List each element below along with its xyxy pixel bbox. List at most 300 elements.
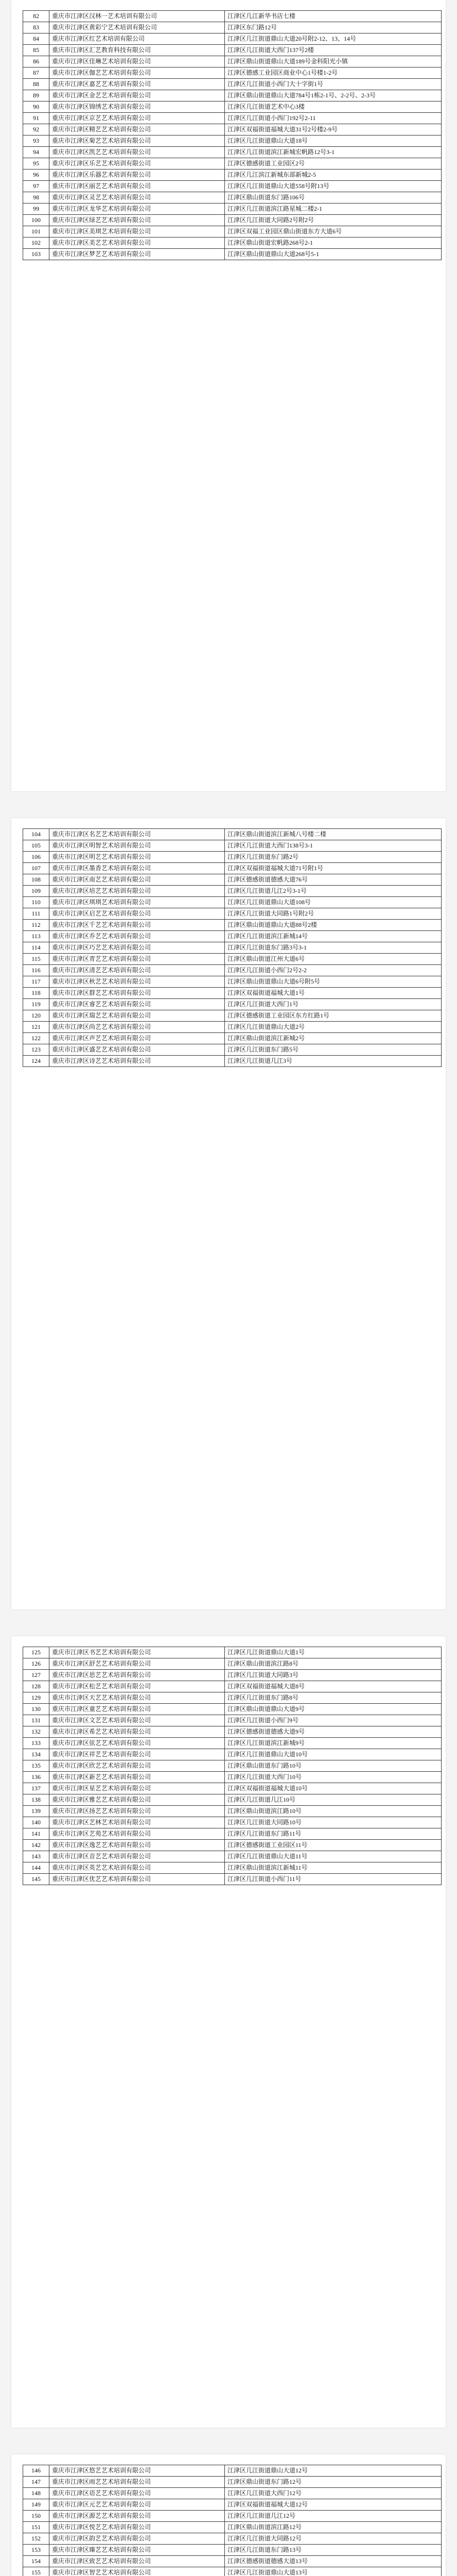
table-row (23, 2567, 442, 2576)
row-number: 107 (23, 863, 49, 874)
row-number: 118 (23, 988, 49, 999)
row-number: 154 (23, 2556, 49, 2567)
table-row (23, 840, 442, 852)
company-address: 江津区德感街道德感大道13号 (225, 2556, 442, 2567)
company-name: 重庆市江津区希艺艺术培训有限公司 (49, 1726, 225, 1738)
records-table-page-4 (23, 2465, 442, 2576)
company-address: 江津区鼎山街道鼎山大道9号 (225, 1704, 442, 1715)
company-address: 江津区几江街道几江2号3-1号 (225, 886, 442, 897)
company-address: 江津区几江街道滨江新城14号 (225, 931, 442, 942)
table-row (23, 2533, 442, 2545)
company-address: 江津区几江街道大同路1号附2号 (225, 908, 442, 920)
row-number: 151 (23, 2522, 49, 2533)
company-name: 重庆市江津区致艺艺术培训有限公司 (49, 2556, 225, 2567)
company-address: 江津区几江街道大西门1号 (225, 999, 442, 1010)
row-number: 85 (23, 45, 49, 56)
table-row (23, 2556, 442, 2567)
table-row (23, 45, 442, 56)
row-number: 99 (23, 204, 49, 215)
table-row (23, 1726, 442, 1738)
company-name: 重庆市江津区文艺艺术培训有限公司 (49, 1715, 225, 1726)
company-name: 重庆市江津区盛艺艺术培训有限公司 (49, 1044, 225, 1056)
table-row (23, 79, 442, 90)
table-row (23, 874, 442, 886)
company-name: 重庆市江津区秋艺艺术培训有限公司 (49, 976, 225, 988)
row-number: 142 (23, 1840, 49, 1851)
table-row (23, 2545, 442, 2556)
row-number: 146 (23, 2465, 49, 2477)
company-address: 江津区几江街道东门路2号 (225, 852, 442, 863)
table-row (23, 124, 442, 135)
company-address: 江津区双福工业园区鼎山街道东方大道6号 (225, 226, 442, 238)
table-row (23, 908, 442, 920)
table-row (23, 1670, 442, 1681)
company-name: 重庆市江津区童艺艺术培训有限公司 (49, 1704, 225, 1715)
row-number: 147 (23, 2477, 49, 2488)
company-address: 江津区德感街道工业园区东方红路1号 (225, 1010, 442, 1022)
company-name: 重庆市江津区诗艺艺术培训有限公司 (49, 1056, 225, 1067)
company-name: 重庆市江津区尚艺艺术培训有限公司 (49, 1022, 225, 1033)
table-row (23, 181, 442, 192)
row-number: 123 (23, 1044, 49, 1056)
company-name: 重庆市江津区绿艺艺术培训有限公司 (49, 215, 225, 226)
table-row (23, 931, 442, 942)
row-number: 112 (23, 920, 49, 931)
company-name: 重庆市江津区扬艺艺术培训有限公司 (49, 1806, 225, 1817)
company-address: 江津区几江街道鼎山大道558号附13号 (225, 181, 442, 192)
company-name: 重庆市江津区舒艺艺术培训有限公司 (49, 1658, 225, 1670)
company-name: 重庆市江津区佳琳艺术培训有限公司 (49, 56, 225, 67)
company-name: 重庆市江津区艺苑艺术培训有限公司 (49, 1828, 225, 1840)
company-name: 重庆市江津区睿艺艺术培训有限公司 (49, 999, 225, 1010)
company-address: 江津区鼎山街道滨江路8号 (225, 1658, 442, 1670)
company-address: 江津区几江街道大西门12号 (225, 2488, 442, 2499)
table-row (23, 920, 442, 931)
table-row (23, 1658, 442, 1670)
company-name: 重庆市江津区臻艺艺术培训有限公司 (49, 2545, 225, 2556)
table-row (23, 1010, 442, 1022)
table-row (23, 147, 442, 158)
row-number: 94 (23, 147, 49, 158)
company-name: 重庆市江津区声艺艺术培训有限公司 (49, 1033, 225, 1044)
row-number: 88 (23, 79, 49, 90)
row-number: 90 (23, 101, 49, 113)
row-number: 89 (23, 90, 49, 101)
row-number: 91 (23, 113, 49, 124)
table-row (23, 1783, 442, 1794)
company-address: 江津区几江街道小西门192号2-11 (225, 113, 442, 124)
table-row (23, 215, 442, 226)
table-row (23, 90, 442, 101)
row-number: 100 (23, 215, 49, 226)
table-row (23, 192, 442, 204)
row-number: 137 (23, 1783, 49, 1794)
company-address: 江津区几江街道鼎山大道1号 (225, 1647, 442, 1658)
company-address: 江津区几江街道鼎山大道11号 (225, 1851, 442, 1862)
company-address: 江津区几江街道小西门9号 (225, 1715, 442, 1726)
table-row (23, 1022, 442, 1033)
table-row (23, 2499, 442, 2511)
company-address: 江津区几江街道鼎山大道2号 (225, 1022, 442, 1033)
company-address: 江津区几江街道大西门137号2楼 (225, 45, 442, 56)
table-row (23, 897, 442, 908)
table-row (23, 1749, 442, 1760)
company-name: 重庆市江津区明艺艺术培训有限公司 (49, 852, 225, 863)
row-number: 155 (23, 2567, 49, 2576)
company-address: 江津区德感街道工业园区2号 (225, 158, 442, 170)
row-number: 122 (23, 1033, 49, 1044)
table-row (23, 226, 442, 238)
company-address: 江津区几江滨江新城东部新城2-5 (225, 170, 442, 181)
company-address: 江津区几江街道几江12号 (225, 2511, 442, 2522)
company-name: 重庆市江津区千艺艺术培训有限公司 (49, 920, 225, 931)
row-number: 111 (23, 908, 49, 920)
row-number: 84 (23, 33, 49, 45)
company-name: 重庆市江津区语艺艺术培训有限公司 (49, 2488, 225, 2499)
company-name: 重庆市江津区悦艺艺术培训有限公司 (49, 2522, 225, 2533)
company-name: 重庆市江津区智艺艺术培训有限公司 (49, 2567, 225, 2576)
table-row (23, 33, 442, 45)
table-row (23, 249, 442, 260)
row-number: 133 (23, 1738, 49, 1749)
table-row (23, 1794, 442, 1806)
company-name: 重庆市江津区松艺艺术培训有限公司 (49, 1681, 225, 1692)
company-address: 江津区几江街道艺术中心3楼 (225, 101, 442, 113)
company-name: 重庆市江津区群艺艺术培训有限公司 (49, 988, 225, 999)
table-row (23, 2465, 442, 2477)
row-number: 114 (23, 942, 49, 954)
table-row (23, 158, 442, 170)
company-address: 江津区几江街道大西门138号3-1 (225, 840, 442, 852)
document-page-4 (11, 2454, 446, 2576)
row-number: 145 (23, 1874, 49, 1885)
company-name: 重庆市江津区启艺艺术培训有限公司 (49, 908, 225, 920)
company-name: 重庆市江津区雅艺艺术培训有限公司 (49, 1794, 225, 1806)
company-address: 江津区鼎山街道滨江新城八号楼二楼 (225, 829, 442, 840)
row-number: 119 (23, 999, 49, 1010)
company-address: 江津区鼎山街道鼎山大道6号附5号 (225, 976, 442, 988)
row-number: 103 (23, 249, 49, 260)
row-number: 121 (23, 1022, 49, 1033)
company-name: 重庆市江津区精艺艺术培训有限公司 (49, 124, 225, 135)
row-number: 148 (23, 2488, 49, 2499)
table-row (23, 2522, 442, 2533)
row-number: 97 (23, 181, 49, 192)
row-number: 92 (23, 124, 49, 135)
row-number: 132 (23, 1726, 49, 1738)
company-address: 江津区双福街道福城大道1号 (225, 988, 442, 999)
company-address: 江津区鼎山街道滨江路12号 (225, 2522, 442, 2533)
records-table-page-1 (23, 10, 442, 260)
table-row (23, 1862, 442, 1874)
table-row (23, 886, 442, 897)
table-row (23, 988, 442, 999)
company-address: 江津区双福街道福城大道71号附1号 (225, 863, 442, 874)
company-name: 重庆市江津区嘉艺艺术培训有限公司 (49, 79, 225, 90)
company-name: 重庆市江津区丽艺艺术培训有限公司 (49, 181, 225, 192)
row-number: 126 (23, 1658, 49, 1670)
company-address: 江津区鼎山街道鼎山大道784号1栋2-1号、2-2号、2-3号 (225, 90, 442, 101)
company-name: 重庆市江津区英艺艺术培训有限公司 (49, 1862, 225, 1874)
company-name: 重庆市江津区梦艺艺术培训有限公司 (49, 249, 225, 260)
company-address: 江津区几江街道鼎山大道12号 (225, 2465, 442, 2477)
table-row (23, 829, 442, 840)
table-row (23, 1715, 442, 1726)
company-name: 重庆市江津区清艺艺术培训有限公司 (49, 965, 225, 976)
company-address: 江津区几江街道东门路3号3-1 (225, 942, 442, 954)
table-row (23, 2488, 442, 2499)
company-address: 江津区几江街道鼎山大道20号附2-12、13、14号 (225, 33, 442, 45)
company-address: 江津区几江街道大同路3号 (225, 1670, 442, 1681)
row-number: 82 (23, 11, 49, 22)
company-address: 江津区几江街道鼎山大道10号 (225, 1749, 442, 1760)
company-name: 重庆市江津区天艺艺术培训有限公司 (49, 1692, 225, 1704)
company-name: 重庆市江津区青艺艺术培训有限公司 (49, 954, 225, 965)
row-number: 125 (23, 1647, 49, 1658)
row-number: 98 (23, 192, 49, 204)
row-number: 96 (23, 170, 49, 181)
table-row (23, 1056, 442, 1067)
row-number: 113 (23, 931, 49, 942)
company-name: 重庆市江津区瑞艺艺术培训有限公司 (49, 1010, 225, 1022)
company-name: 重庆市江津区弦艺艺术培训有限公司 (49, 1738, 225, 1749)
table-row (23, 170, 442, 181)
company-address: 江津区鼎山街道滨江路10号 (225, 1806, 442, 1817)
company-address: 江津区几江街道小西门11号 (225, 1874, 442, 1885)
row-number: 130 (23, 1704, 49, 1715)
document-page-2 (11, 818, 446, 1609)
company-address: 江津区鼎山街道江州大道6号 (225, 954, 442, 965)
company-name: 重庆市江津区源艺艺术培训有限公司 (49, 2511, 225, 2522)
company-name: 重庆市江津区锦绣艺术培训有限公司 (49, 101, 225, 113)
row-number: 106 (23, 852, 49, 863)
table-row (23, 113, 442, 124)
company-address: 江津区几江街道滨江新城9号 (225, 1738, 442, 1749)
table-row (23, 1840, 442, 1851)
row-number: 153 (23, 2545, 49, 2556)
company-name: 重庆市江津区祥艺艺术培训有限公司 (49, 1749, 225, 1760)
table-row (23, 56, 442, 67)
row-number: 139 (23, 1806, 49, 1817)
row-number: 143 (23, 1851, 49, 1862)
table-row (23, 976, 442, 988)
row-number: 83 (23, 22, 49, 33)
records-table-page-2 (23, 828, 442, 1067)
row-number: 102 (23, 238, 49, 249)
row-number: 127 (23, 1670, 49, 1681)
company-address: 江津区几江街道几江3号 (225, 1056, 442, 1067)
company-name: 重庆市江津区墨香艺术培训有限公司 (49, 863, 225, 874)
company-address: 江津区德感街道德感大道9号 (225, 1726, 442, 1738)
table-row (23, 1738, 442, 1749)
company-name: 重庆市江津区逸艺艺术培训有限公司 (49, 1840, 225, 1851)
company-address: 江津区鼎山街道鼎山大道189号金科阳光小镇 (225, 56, 442, 67)
row-number: 124 (23, 1056, 49, 1067)
row-number: 150 (23, 2511, 49, 2522)
company-name: 重庆市江津区乔艺艺术培训有限公司 (49, 931, 225, 942)
company-address: 江津区几江街道鼎山大道13号 (225, 2567, 442, 2576)
table-row (23, 1044, 442, 1056)
company-name: 重庆市江津区优艺艺术培训有限公司 (49, 1874, 225, 1885)
company-address: 江津区几江街道鼎山大道18号 (225, 135, 442, 147)
company-name: 重庆市江津区龙华艺术培训有限公司 (49, 204, 225, 215)
table-row (23, 1817, 442, 1828)
company-name: 重庆市江津区巧艺艺术培训有限公司 (49, 942, 225, 954)
company-name: 重庆市江津区乐器艺术培训有限公司 (49, 170, 225, 181)
company-name: 重庆市江津区南艺艺术培训有限公司 (49, 874, 225, 886)
company-name: 重庆市江津区美琪艺术培训有限公司 (49, 226, 225, 238)
table-row (23, 238, 442, 249)
company-name: 重庆市江津区名艺艺术培训有限公司 (49, 829, 225, 840)
row-number: 87 (23, 67, 49, 79)
table-row (23, 1806, 442, 1817)
company-name: 重庆市江津区金艺艺术培训有限公司 (49, 90, 225, 101)
company-address: 江津区鼎山街道滨江新城2号 (225, 1033, 442, 1044)
row-number: 108 (23, 874, 49, 886)
company-name: 重庆市江津区雨艺艺术培训有限公司 (49, 2477, 225, 2488)
company-address: 江津区几江街道滨江路星城二楼2-1 (225, 204, 442, 215)
company-name: 重庆市江津区元艺艺术培训有限公司 (49, 2499, 225, 2511)
table-row (23, 67, 442, 79)
company-name: 重庆市江津区凯艺艺术培训有限公司 (49, 147, 225, 158)
company-address: 江津区几江街道小西门2号2-2 (225, 965, 442, 976)
row-number: 135 (23, 1760, 49, 1772)
row-number: 95 (23, 158, 49, 170)
company-name: 重庆市江津区黄彩宁艺术培训有限公司 (49, 22, 225, 33)
company-name: 重庆市江津区美艺艺术培训有限公司 (49, 238, 225, 249)
company-name: 重庆市江津区韵艺艺术培训有限公司 (49, 2533, 225, 2545)
table-row (23, 1692, 442, 1704)
row-number: 141 (23, 1828, 49, 1840)
company-address: 江津区几江街道东门路5号 (225, 1044, 442, 1056)
table-row (23, 1647, 442, 1658)
company-name: 重庆市江津区京艺艺术培训有限公司 (49, 113, 225, 124)
row-number: 149 (23, 2499, 49, 2511)
row-number: 116 (23, 965, 49, 976)
table-row (23, 204, 442, 215)
company-name: 重庆市江津区星艺艺术培训有限公司 (49, 1783, 225, 1794)
row-number: 131 (23, 1715, 49, 1726)
row-number: 134 (23, 1749, 49, 1760)
row-number: 138 (23, 1794, 49, 1806)
company-name: 重庆市江津区音艺艺术培训有限公司 (49, 1851, 225, 1862)
company-name: 重庆市江津区伽艺艺术培训有限公司 (49, 67, 225, 79)
document-page-1 (11, 0, 446, 791)
company-address: 江津区双福街道福城大道12号 (225, 2499, 442, 2511)
row-number: 104 (23, 829, 49, 840)
company-address: 江津区鼎山街道东门路10号 (225, 1760, 442, 1772)
row-number: 101 (23, 226, 49, 238)
company-address: 江津区几江街道几江10号 (225, 1794, 442, 1806)
row-number: 120 (23, 1010, 49, 1022)
table-row (23, 1851, 442, 1862)
company-address: 江津区德感街道德感大道76号 (225, 874, 442, 886)
company-name: 重庆市江津区欣艺艺术培训有限公司 (49, 1760, 225, 1772)
row-number: 109 (23, 886, 49, 897)
table-row (23, 1033, 442, 1044)
row-number: 105 (23, 840, 49, 852)
table-row (23, 101, 442, 113)
table-row (23, 863, 442, 874)
table-row (23, 852, 442, 863)
table-row (23, 965, 442, 976)
table-row (23, 1828, 442, 1840)
table-row (23, 1704, 442, 1715)
table-row (23, 1772, 442, 1783)
table-row (23, 1760, 442, 1772)
row-number: 117 (23, 976, 49, 988)
row-number: 144 (23, 1862, 49, 1874)
row-number: 110 (23, 897, 49, 908)
company-name: 重庆市江津区新艺艺术培训有限公司 (49, 1772, 225, 1783)
row-number: 136 (23, 1772, 49, 1783)
table-row (23, 2511, 442, 2522)
company-name: 重庆市江津区红艺术培训有限公司 (49, 33, 225, 45)
company-name: 重庆市江津区书艺艺术培训有限公司 (49, 1647, 225, 1658)
company-address: 江津区几江街道大同路12号 (225, 2533, 442, 2545)
row-number: 152 (23, 2533, 49, 2545)
company-name: 重庆市江津区思艺艺术培训有限公司 (49, 1670, 225, 1681)
row-number: 129 (23, 1692, 49, 1704)
company-name: 重庆市江津区菊艺艺术培训有限公司 (49, 135, 225, 147)
table-row (23, 11, 442, 22)
records-table-page-3 (23, 1647, 442, 1885)
company-address: 江津区几江街道大同路10号 (225, 1817, 442, 1828)
company-address: 江津区鼎山街道鼎山大道88号2楼 (225, 920, 442, 931)
company-address: 江津区双福街道福城大道31号2号楼2-9号 (225, 124, 442, 135)
company-name: 重庆市江津区灵艺艺术培训有限公司 (49, 192, 225, 204)
company-address: 江津区几江街道东门路13号 (225, 2545, 442, 2556)
company-address: 江津区几江新华书店七楼 (225, 11, 442, 22)
company-name: 重庆市江津区汉林一艺术培训有限公司 (49, 11, 225, 22)
table-row (23, 22, 442, 33)
row-number: 93 (23, 135, 49, 147)
table-row (23, 954, 442, 965)
table-row (23, 1681, 442, 1692)
company-name: 重庆市江津区汇艺教育科技有限公司 (49, 45, 225, 56)
company-name: 重庆市江津区艺林艺术培训有限公司 (49, 1817, 225, 1828)
document-page-3 (11, 1636, 446, 2428)
company-address: 江津区几江街道小西门大十字街1号 (225, 79, 442, 90)
company-address: 江津区双福街道福城大道8号 (225, 1681, 442, 1692)
company-address: 江津区几江街道东门路8号 (225, 1692, 442, 1704)
table-row (23, 942, 442, 954)
company-address: 江津区鼎山街道东门路106号 (225, 192, 442, 204)
table-row (23, 2477, 442, 2488)
company-address: 江津区几江街道大西门10号 (225, 1772, 442, 1783)
company-address: 江津区几江街道鼎山大道108号 (225, 897, 442, 908)
table-row (23, 135, 442, 147)
row-number: 128 (23, 1681, 49, 1692)
company-address: 江津区德感工业园区商业中心1号楼1-2号 (225, 67, 442, 79)
company-address: 江津区鼎山街道滨江新城11号 (225, 1862, 442, 1874)
company-address: 江津区几江街道大同路2号附2号 (225, 215, 442, 226)
company-name: 重庆市江津区悠艺艺术培训有限公司 (49, 2465, 225, 2477)
company-address: 江津区东门路12号 (225, 22, 442, 33)
company-address: 江津区几江街道滨江新城宏帆路12号3-1 (225, 147, 442, 158)
company-address: 江津区双福街道福城大道10号 (225, 1783, 442, 1794)
company-name: 重庆市江津区乐艺艺术培训有限公司 (49, 158, 225, 170)
company-address: 江津区鼎山街道东门路12号 (225, 2477, 442, 2488)
company-address: 江津区几江街道东门路11号 (225, 1828, 442, 1840)
company-name: 重庆市江津区明智艺术培训有限公司 (49, 840, 225, 852)
company-name: 重庆市江津区培艺艺术培训有限公司 (49, 886, 225, 897)
company-address: 江津区鼎山街道宏帆路268号2-1 (225, 238, 442, 249)
table-row (23, 1874, 442, 1885)
company-address: 江津区鼎山街道鼎山大道268号5-1 (225, 249, 442, 260)
company-name: 重庆市江津区琪琪艺术培训有限公司 (49, 897, 225, 908)
row-number: 86 (23, 56, 49, 67)
